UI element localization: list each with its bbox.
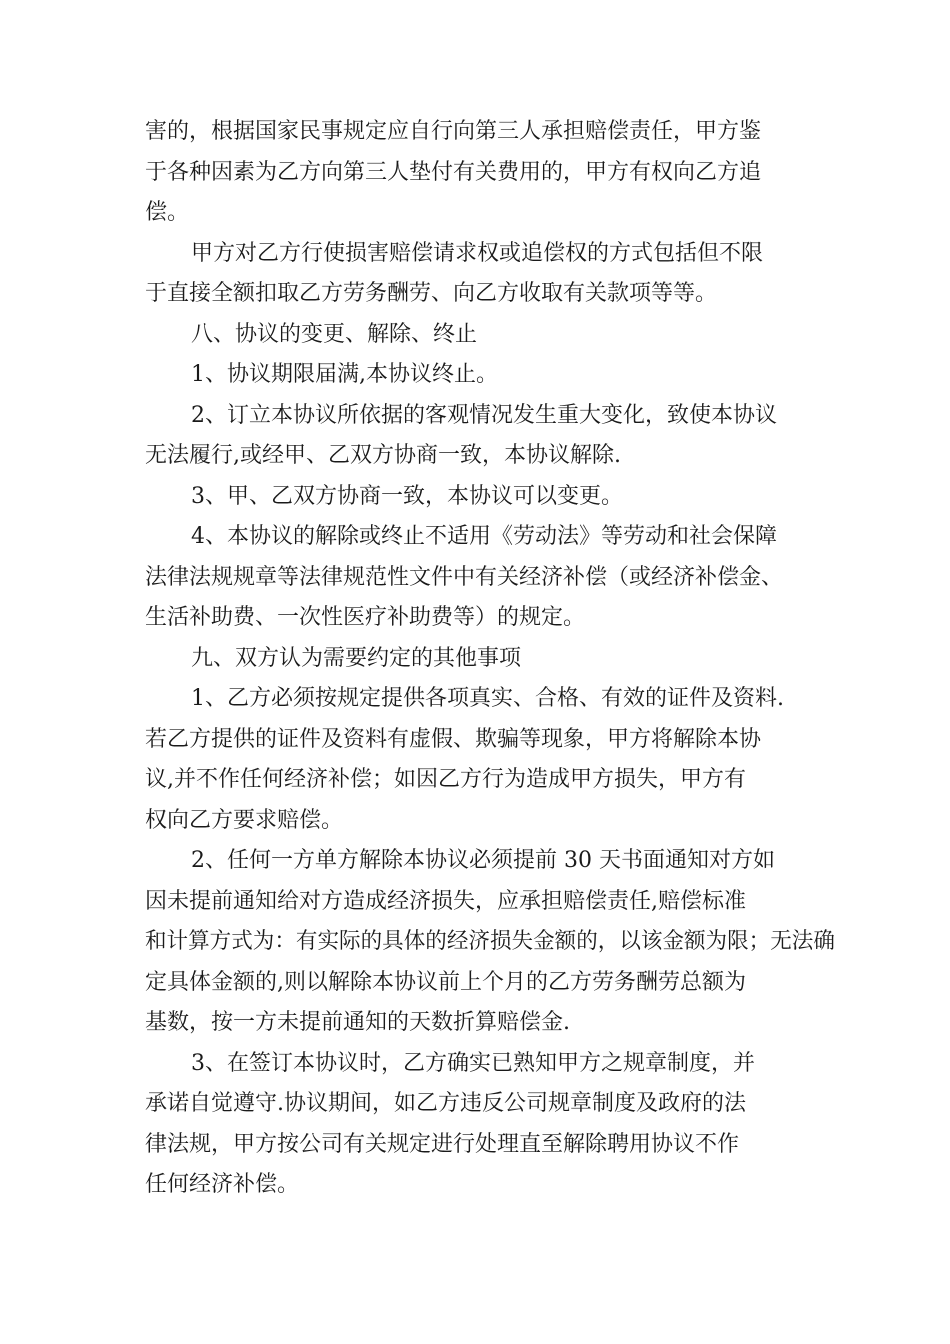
text-line: 无法履行,或经甲、乙双方协商一致，本协议解除. — [145, 443, 621, 468]
text-line: 1、乙方必须按规定提供各项真实、合格、有效的证件及资料. — [191, 686, 784, 711]
text-line: 九、双方认为需要约定的其他事项 — [191, 645, 522, 671]
text-line: 1、协议期限届满,本协议终止。 — [191, 362, 498, 387]
document-body — [145, 112, 835, 1206]
text-line: 法律法规规章等法律规范性文件中有关经济补偿（或经济补偿金、 — [145, 564, 784, 590]
text-line: 3、在签订本协议时，乙方确实已熟知甲方之规章制度，并 — [191, 1050, 755, 1076]
text-line: 八、协议的变更、解除、终止 — [191, 321, 478, 347]
text-line: 2、订立本协议所依据的客观情况发生重大变化，致使本协议 — [191, 402, 777, 428]
text-line: 定具体金额的,则以解除本协议前上个月的乙方劳务酬劳总额为 — [145, 969, 746, 995]
text-line: 承诺自觉遵守.协议期间，如乙方违反公司规章制度及政府的法 — [145, 1091, 746, 1116]
text-line: 4、本协议的解除或终止不适用《劳动法》等劳动和社会保障 — [191, 524, 777, 549]
text-line: 于各种因素为乙方向第三人垫付有关费用的，甲方有权向乙方追 — [145, 159, 762, 185]
text-line: 议,并不作任何经济补偿；如因乙方行为造成甲方损失，甲方有 — [145, 767, 746, 792]
text-line: 和计算方式为：有实际的具体的经济损失金额的，以该金额为限；无法确 — [145, 929, 835, 954]
text-line: 于直接全额扣取乙方劳务酬劳、向乙方收取有关款项等等。 — [145, 281, 718, 306]
text-line: 2、任何一方单方解除本协议必须提前 30 天书面通知对方如 — [191, 848, 775, 873]
text-line: 任何经济补偿。 — [145, 1172, 300, 1197]
text-line: 生活补助费、一次性医疗补助费等）的规定。 — [145, 605, 586, 630]
text-line: 偿。 — [145, 200, 190, 225]
text-line: 若乙方提供的证件及资料有虚假、欺骗等现象，甲方将解除本协 — [145, 726, 762, 752]
text-line: 律法规，甲方按公司有关规定进行处理直至解除聘用协议不作 — [145, 1131, 740, 1157]
text-line: 基数，按一方未提前通知的天数折算赔偿金. — [145, 1010, 570, 1035]
text-line: 权向乙方要求赔偿。 — [145, 807, 344, 833]
text-line: 甲方对乙方行使损害赔偿请求权或追偿权的方式包括但不限 — [191, 240, 764, 266]
text-line: 因未提前通知给对方造成经济损失，应承担赔偿责任,赔偿标准 — [145, 888, 746, 914]
text-line: 害的，根据国家民事规定应自行向第三人承担赔偿责任，甲方鉴 — [145, 119, 762, 144]
text-line: 3、甲、乙双方协商一致，本协议可以变更。 — [191, 483, 623, 509]
